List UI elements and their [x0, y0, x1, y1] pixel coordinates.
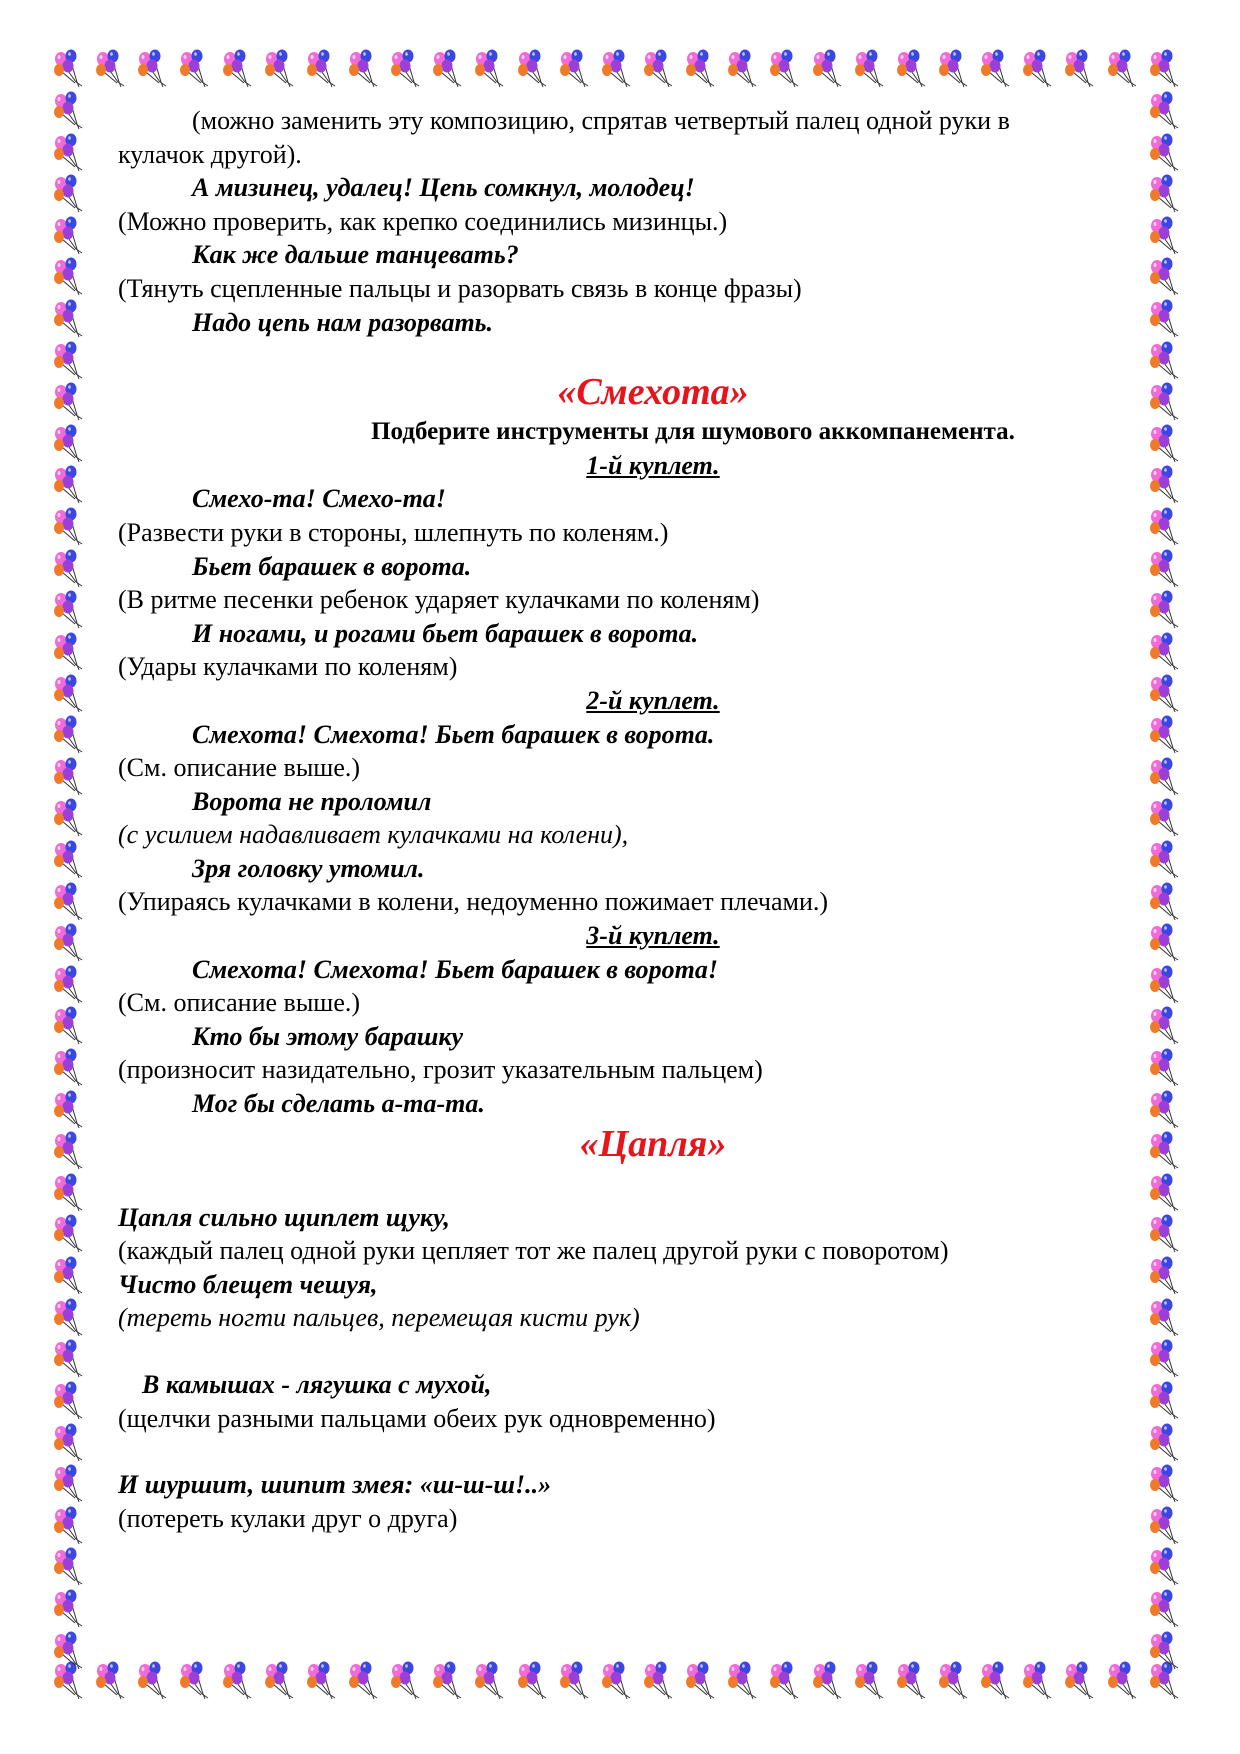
balloon-bunch-icon	[1148, 1005, 1188, 1045]
balloon-bunch-icon	[1148, 631, 1188, 671]
balloon-bunch-icon	[1148, 1213, 1188, 1253]
balloon-bunch-icon	[52, 1630, 92, 1670]
balloon-bunch-icon	[1148, 1380, 1188, 1420]
balloon-bunch-icon	[52, 1213, 92, 1253]
rhyme-line: И ногами, и рогами бьет барашек в ворота.	[192, 618, 699, 648]
balloon-bunch-icon	[347, 48, 387, 88]
spacer	[118, 339, 1118, 369]
balloon-bunch-icon	[52, 423, 92, 463]
balloon-bunch-icon	[1148, 1255, 1188, 1295]
balloon-bunch-icon	[347, 1660, 387, 1700]
balloon-bunch-icon	[52, 1089, 92, 1129]
balloon-bunch-icon	[1148, 1297, 1188, 1337]
balloon-bunch-icon	[305, 1660, 345, 1700]
balloon-bunch-icon	[1148, 797, 1188, 837]
balloon-bunch-icon	[1106, 1660, 1146, 1700]
rhyme-line: Смехота! Смехота! Бьет барашек в ворота!	[192, 954, 718, 984]
balloon-bunch-icon	[811, 1660, 851, 1700]
text-line: (произносит назидательно, грозит указательным пальцем)	[118, 1055, 763, 1085]
balloon-bunch-icon	[1148, 1505, 1188, 1545]
balloon-bunch-icon	[1148, 756, 1188, 796]
balloon-bunch-icon	[768, 48, 808, 88]
balloon-bunch-icon	[1148, 1130, 1188, 1170]
balloon-bunch-icon	[52, 1255, 92, 1295]
balloon-bunch-icon	[52, 464, 92, 504]
balloon-bunch-icon	[52, 1338, 92, 1378]
rhyme-line: В камышах - лягушка с мухой,	[142, 1370, 492, 1399]
balloon-bunch-icon	[431, 1660, 471, 1700]
balloon-bunch-icon	[389, 1660, 429, 1700]
spacer	[118, 1435, 1118, 1468]
balloon-bunch-icon	[558, 48, 598, 88]
balloon-bunch-icon	[473, 48, 513, 88]
balloon-bunch-icon	[52, 1380, 92, 1420]
balloon-bunch-icon	[853, 1660, 893, 1700]
balloon-bunch-icon	[52, 1422, 92, 1462]
balloon-bunch-icon	[1148, 173, 1188, 213]
balloon-bunch-icon	[600, 1660, 640, 1700]
text-line: (потереть кулаки друг о друга)	[118, 1503, 458, 1533]
balloon-bunch-icon	[221, 1660, 261, 1700]
balloon-bunch-icon	[684, 1660, 724, 1700]
spacer	[118, 1335, 1118, 1368]
balloon-bunch-icon	[221, 48, 261, 88]
balloon-bunch-icon	[1148, 464, 1188, 504]
rhyme-line: Чисто блещет чешуя,	[118, 1269, 378, 1299]
balloon-bunch-icon	[52, 756, 92, 796]
section-title: «Смехота»	[557, 371, 749, 414]
balloon-bunch-icon	[178, 48, 218, 88]
balloon-bunch-icon	[52, 1172, 92, 1212]
balloon-bunch-icon	[1021, 1660, 1061, 1700]
balloon-bunch-icon	[1021, 48, 1061, 88]
balloon-bunch-icon	[52, 48, 92, 88]
balloon-bunch-icon	[52, 1297, 92, 1337]
balloon-bunch-icon	[52, 90, 92, 130]
balloon-bunch-icon	[937, 1660, 977, 1700]
balloon-bunch-icon	[52, 1005, 92, 1045]
balloon-bunch-icon	[642, 1660, 682, 1700]
balloon-bunch-icon	[979, 48, 1019, 88]
balloon-bunch-icon	[1148, 881, 1188, 921]
section-subtitle: Подберите инструменты для шумового аккомпанемента.	[371, 418, 1015, 446]
balloon-bunch-icon	[94, 48, 134, 88]
balloon-bunch-icon	[52, 714, 92, 754]
border-left	[52, 90, 96, 1670]
text-line: (Тянуть сцепленные пальцы и разорвать связь в конце фразы)	[118, 273, 802, 303]
balloon-bunch-icon	[52, 298, 92, 338]
balloon-bunch-icon	[52, 1546, 92, 1586]
text-line: (щелчки разными пальцами обеих рук одновременно)	[118, 1403, 716, 1433]
balloon-bunch-icon	[1148, 964, 1188, 1004]
balloon-bunch-icon	[52, 132, 92, 172]
balloon-bunch-icon	[52, 1588, 92, 1628]
rhyme-line: А мизинец, удалец! Цепь сомкнул, молодец!	[192, 173, 695, 203]
balloon-bunch-icon	[1148, 506, 1188, 546]
balloon-bunch-icon	[52, 589, 92, 629]
text-line: (Можно проверить, как крепко соединились мизинцы.)	[118, 206, 728, 236]
balloon-bunch-icon	[1148, 423, 1188, 463]
balloon-bunch-icon	[1148, 589, 1188, 629]
balloon-bunch-icon	[1148, 340, 1188, 380]
balloon-bunch-icon	[937, 48, 977, 88]
balloon-bunch-icon	[1148, 298, 1188, 338]
rhyme-line: Мог бы сделать а-та-та.	[192, 1089, 485, 1119]
balloon-bunch-icon	[1148, 1172, 1188, 1212]
balloon-bunch-icon	[600, 48, 640, 88]
balloon-bunch-icon	[52, 922, 92, 962]
text-line: (См. описание выше.)	[118, 988, 361, 1018]
balloon-bunch-icon	[726, 48, 766, 88]
rhyme-line: Цапля сильно щиплет щуку,	[118, 1202, 450, 1232]
balloon-bunch-icon	[684, 48, 724, 88]
balloon-bunch-icon	[1148, 256, 1188, 296]
rhyme-line: Смехо-та! Смехо-та!	[192, 484, 446, 514]
rhyme-line: Бьет барашек в ворота.	[192, 551, 472, 581]
balloon-bunch-icon	[52, 548, 92, 588]
balloon-bunch-icon	[52, 256, 92, 296]
balloon-bunch-icon	[52, 839, 92, 879]
balloon-bunch-icon	[1148, 1588, 1188, 1628]
balloon-bunch-icon	[1148, 714, 1188, 754]
balloon-bunch-icon	[136, 48, 176, 88]
section-title: «Цапля»	[579, 1122, 727, 1165]
text-line: (Упираясь кулачками в колени, недоуменно пожимает плечами.)	[118, 887, 829, 917]
border-right	[1148, 90, 1192, 1670]
balloon-bunch-icon	[263, 1660, 303, 1700]
text-line: (с усилием надавливает кулачками на колени),	[118, 820, 629, 850]
rhyme-line: Надо цепь нам разорвать.	[192, 307, 494, 337]
balloon-bunch-icon	[52, 1130, 92, 1170]
balloon-bunch-icon	[52, 215, 92, 255]
balloon-bunch-icon	[768, 1660, 808, 1700]
balloon-bunch-icon	[1148, 1463, 1188, 1503]
text-line: (каждый палец одной руки цепляет тот же палец другой руки с поворотом)	[118, 1236, 949, 1266]
balloon-bunch-icon	[52, 173, 92, 213]
balloon-bunch-icon	[1148, 215, 1188, 255]
rhyme-line: И шуршит, шипит змея: «ш-ш-ш!..»	[118, 1470, 552, 1500]
rhyme-line: Ворота не проломил	[192, 786, 432, 816]
balloon-bunch-icon	[136, 1660, 176, 1700]
balloon-bunch-icon	[52, 1047, 92, 1087]
balloon-bunch-icon	[1148, 1089, 1188, 1129]
balloon-bunch-icon	[1063, 48, 1103, 88]
balloon-bunch-icon	[516, 48, 556, 88]
text-line: (Развести руки в стороны, шлепнуть по коленям.)	[118, 517, 669, 547]
border-bottom	[52, 1660, 1188, 1704]
balloon-bunch-icon	[1148, 1422, 1188, 1462]
balloon-bunch-icon	[473, 1660, 513, 1700]
rhyme-line: Как же дальше танцевать?	[192, 240, 519, 270]
text-line: (См. описание выше.)	[118, 753, 361, 783]
balloon-bunch-icon	[52, 1505, 92, 1545]
balloon-bunch-icon	[853, 48, 893, 88]
balloon-bunch-icon	[1148, 48, 1188, 88]
border-top	[52, 48, 1188, 92]
balloon-bunch-icon	[1148, 1546, 1188, 1586]
balloon-bunch-icon	[1106, 48, 1146, 88]
balloon-bunch-icon	[52, 381, 92, 421]
spacer	[118, 1167, 1118, 1201]
balloon-bunch-icon	[1148, 132, 1188, 172]
balloon-bunch-icon	[1063, 1660, 1103, 1700]
balloon-bunch-icon	[1148, 548, 1188, 588]
balloon-bunch-icon	[1148, 1047, 1188, 1087]
balloon-bunch-icon	[642, 48, 682, 88]
balloon-bunch-icon	[305, 48, 345, 88]
balloon-bunch-icon	[1148, 922, 1188, 962]
balloon-bunch-icon	[811, 48, 851, 88]
balloon-bunch-icon	[52, 340, 92, 380]
verse-heading: 1-й куплет.	[586, 450, 720, 480]
balloon-bunch-icon	[1148, 673, 1188, 713]
text-line: (Удары кулачками по коленям)	[118, 652, 458, 682]
text-line: (В ритме песенки ребенок ударяет кулачками по коленям)	[118, 585, 760, 615]
balloon-bunch-icon	[52, 881, 92, 921]
balloon-bunch-icon	[52, 1463, 92, 1503]
balloon-bunch-icon	[979, 1660, 1019, 1700]
balloon-bunch-icon	[1148, 839, 1188, 879]
balloon-bunch-icon	[1148, 1630, 1188, 1670]
balloon-bunch-icon	[52, 631, 92, 671]
rhyme-line: Смехота! Смехота! Бьет барашек в ворота.	[192, 719, 715, 749]
balloon-bunch-icon	[1148, 90, 1188, 130]
balloon-bunch-icon	[94, 1660, 134, 1700]
balloon-bunch-icon	[52, 797, 92, 837]
balloon-bunch-icon	[52, 964, 92, 1004]
verse-heading: 3-й куплет.	[586, 921, 720, 951]
balloon-bunch-icon	[178, 1660, 218, 1700]
balloon-bunch-icon	[895, 48, 935, 88]
rhyme-line: Кто бы этому барашку	[192, 1021, 464, 1051]
text-line: (можно заменить эту композицию, спрятав четвертый палец одной руки в	[192, 106, 1010, 135]
balloon-bunch-icon	[1148, 1338, 1188, 1378]
text-line: (тереть ногти пальцев, перемещая кисти рук)	[118, 1303, 640, 1333]
balloon-bunch-icon	[1148, 381, 1188, 421]
rhyme-line: Зря головку утомил.	[192, 853, 425, 883]
document-body	[118, 104, 1118, 1535]
balloon-bunch-icon	[516, 1660, 556, 1700]
balloon-bunch-icon	[389, 48, 429, 88]
balloon-bunch-icon	[558, 1660, 598, 1700]
verse-heading: 2-й куплет.	[586, 685, 720, 715]
balloon-bunch-icon	[726, 1660, 766, 1700]
balloon-bunch-icon	[263, 48, 303, 88]
balloon-bunch-icon	[52, 673, 92, 713]
balloon-bunch-icon	[895, 1660, 935, 1700]
text-line: кулачок другой).	[118, 139, 302, 169]
balloon-bunch-icon	[431, 48, 471, 88]
balloon-bunch-icon	[52, 506, 92, 546]
